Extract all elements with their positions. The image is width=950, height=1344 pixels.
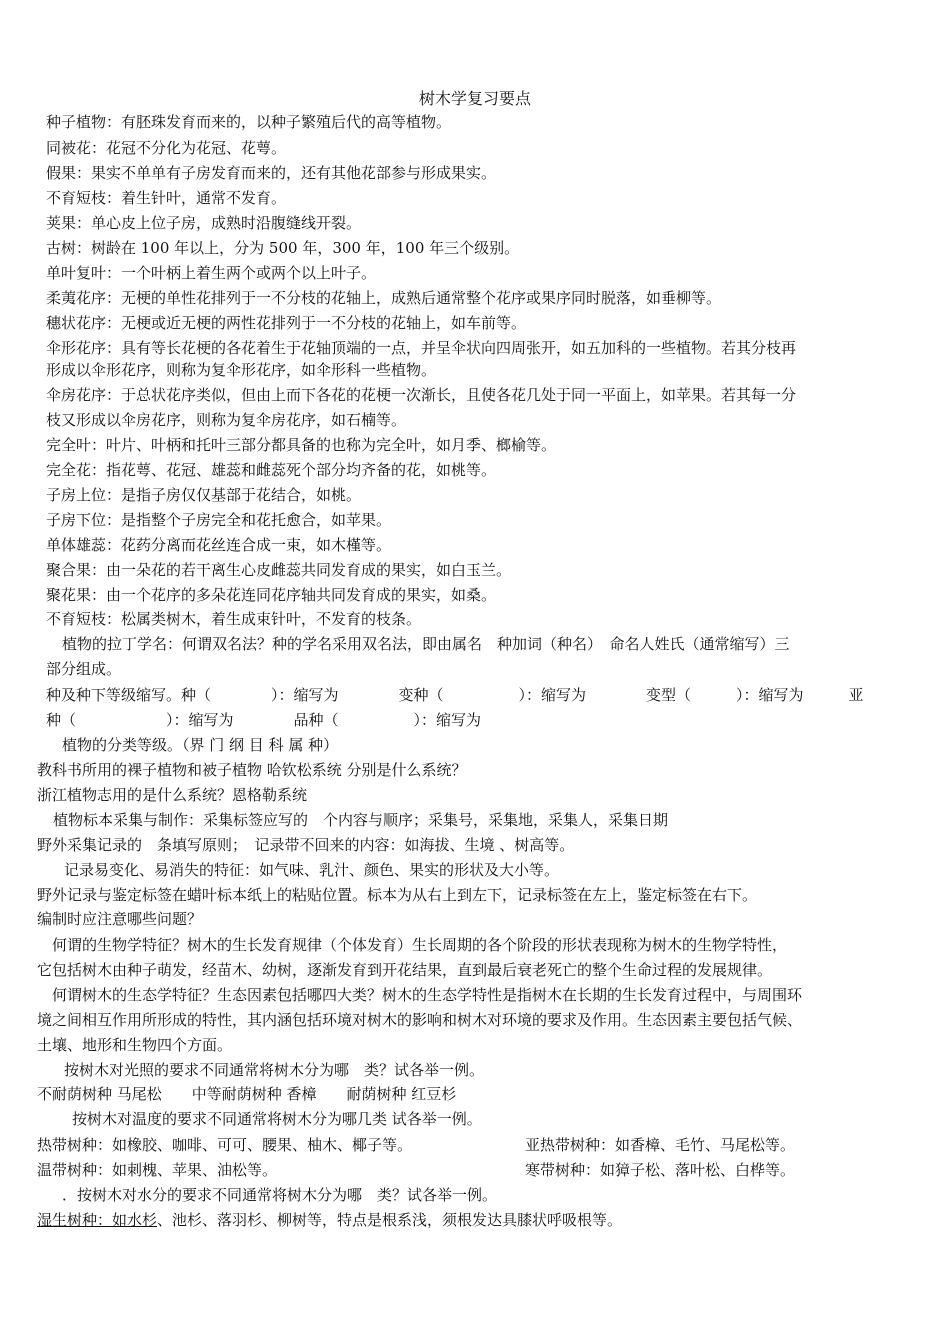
underlined-text: 湿生树种：如水杉 [37, 1211, 158, 1229]
text-line: 野外记录与鉴定标签在蜡叶标本纸上的粘贴位置。标本为从右上到左下，记录标签在左上，鉴定标签在右下。 [37, 886, 758, 904]
text-line: 伞形花序：具有等长花梗的各花着生于花轴顶端的一点，并呈伞状向四周张开，如五加科的一些植物。若其分枝再 [46, 339, 797, 357]
text-line: 植物的拉丁学名：何谓双名法？种的学名采用双名法，即由属名 种加词（种名） 命名人姓氏（通常缩写）三 [62, 635, 790, 653]
text-line: 聚花果：由一个花序的多朵花连同花序轴共同发育成的果实，如桑。 [46, 586, 497, 604]
text-line: 部分组成。 [46, 660, 122, 678]
text-line: 同被花：花冠不分化为花冠、花萼。 [46, 139, 287, 157]
text-line: 按树木对光照的要求不同通常将树木分为哪 类？试各举一例。 [64, 1061, 485, 1079]
text-line: 古树：树龄在 100 年以上，分为 500 年，300 年，100 年三个级别。 [46, 239, 520, 257]
text-line: 穗状花序：无梗或近无梗的两性花排列于一不分枝的花轴上，如车前等。 [46, 314, 527, 332]
temperate-species-line: 温带树种：如刺槐、苹果、油松等。 [37, 1161, 278, 1179]
cold-species-line: 寒带树种：如獐子松、落叶松、白桦等。 [525, 1161, 796, 1179]
text-line: 土壤、地形和生物四个方面。 [37, 1036, 233, 1054]
text-line: 种（ ）：缩写为 品种（ ）：缩写为 [46, 711, 482, 729]
text-line: 境之间相互作用所形成的特性，其内涵包括环境对树木的影响和树木对环境的要求及作用。生态因素主要包括气候、 [37, 1011, 803, 1029]
text-line: 按树木对温度的要求不同通常将树木分为哪几类 试各举一例。 [72, 1110, 482, 1128]
text-line: 完全叶：叶片、叶柄和托叶三部分都具备的也称为完全叶，如月季、榔榆等。 [46, 436, 557, 454]
text-line: 浙江植物志用的是什么系统？恩格勒系统 [37, 786, 308, 804]
text-span: 、池杉、落羽杉、柳树等，特点是根系浅，须根发达具膝状呼吸根等。 [157, 1211, 623, 1229]
text-line: 种子植物：有胚珠发育而来的，以种子繁殖后代的高等植物。 [46, 113, 452, 131]
text-line: 假果：果实不单单有子房发育而来的，还有其他花部参与形成果实。 [46, 164, 497, 182]
text-line: 完全花：指花萼、花冠、雄蕊和雌蕊死个部分均齐备的花，如桃等。 [46, 461, 497, 479]
text-line: 单叶复叶：一个叶柄上着生两个或两个以上叶子。 [46, 264, 377, 282]
text-line: 形成以伞形花序，则称为复伞形花序，如伞形科一些植物。 [46, 361, 437, 379]
text-line: 植物标本采集与制作：采集标签应写的 个内容与顺序；采集号，采集地，采集人，采集日期 [53, 811, 669, 829]
text-line: 它包括树木由种子萌发，经苗木、幼树，逐渐发育到开花结果，直到最后衰老死亡的整个生命过程的发展规律。 [37, 961, 773, 979]
text-line: 何谓树木的生态学特征？生态因素包括哪四大类？树木的生态学特性是指树木在长期的生长发育过程中，与周围环 [52, 986, 803, 1004]
text-line: 伞房花序：于总状花序类似，但由上而下各花的花梗一次渐长，且使各花几处于同一平面上，如苹果。若其每一分 [46, 386, 797, 404]
text-line: 何谓的生物学特征？树木的生长发育规律（个体发育）生长周期的各个阶段的形状表现称为树木的生物学特性， [52, 936, 788, 954]
text-line: 子房下位：是指整个子房完全和花托愈合，如苹果。 [46, 511, 392, 529]
subtropical-species-line: 亚热带树种：如香樟、毛竹、马尾松等。 [525, 1136, 796, 1154]
text-line: ．按树木对水分的要求不同通常将树木分为哪 类？试各举一例。 [62, 1186, 498, 1204]
text-line: 荚果：单心皮上位子房，成熟时沿腹缝线开裂。 [46, 214, 362, 232]
hygrophyte-line [37, 1210, 622, 1230]
text-line: 植物的分类等级。（界 门 纲 目 科 属 种） [62, 736, 339, 754]
text-line: 种及种下等级缩写。种（ ）：缩写为 变种（ ）：缩写为 变型（ ）：缩写为 亚 [46, 686, 864, 704]
text-line: 教科书所用的裸子植物和被子植物 哈钦松系统 分别是什么系统？ [37, 761, 467, 779]
text-line: 子房上位：是指子房仅仅基部于花结合，如桃。 [46, 486, 362, 504]
text-line: 记录易变化、易消失的特征：如气味、乳汁、颜色、果实的形状及大小等。 [64, 861, 560, 879]
text-line: 野外采集记录的 条填写原则； 记录带不回来的内容：如海拔、生境 、树高等。 [37, 836, 575, 854]
document-title: 树木学复习要点 [418, 89, 531, 108]
text-line: 柔荑花序：无梗的单性花排列于一不分枝的花轴上，成熟后通常整个花序或果序同时脱落，如垂柳等。 [46, 289, 722, 307]
text-line: 不育短枝：着生针叶，通常不发育。 [46, 189, 287, 207]
text-line: 编制时应注意哪些问题？ [37, 910, 203, 928]
text-line: 不育短枝：松属类树木，着生成束针叶，不发育的枝条。 [46, 610, 422, 628]
text-line: 聚合果：由一朵花的若干离生心皮雌蕊共同发育成的果实，如白玉兰。 [46, 561, 512, 579]
text-line: 不耐荫树种 马尾松 中等耐荫树种 香樟 耐荫树种 红豆杉 [37, 1085, 457, 1103]
text-line: 单体雄蕊：花药分离而花丝连合成一束，如木槿等。 [46, 536, 392, 554]
text-line: 枝又形成以伞房花序，则称为复伞房花序，如石楠等。 [46, 411, 407, 429]
tropical-species-line: 热带树种：如橡胶、咖啡、可可、腰果、柚木、椰子等。 [37, 1136, 413, 1154]
